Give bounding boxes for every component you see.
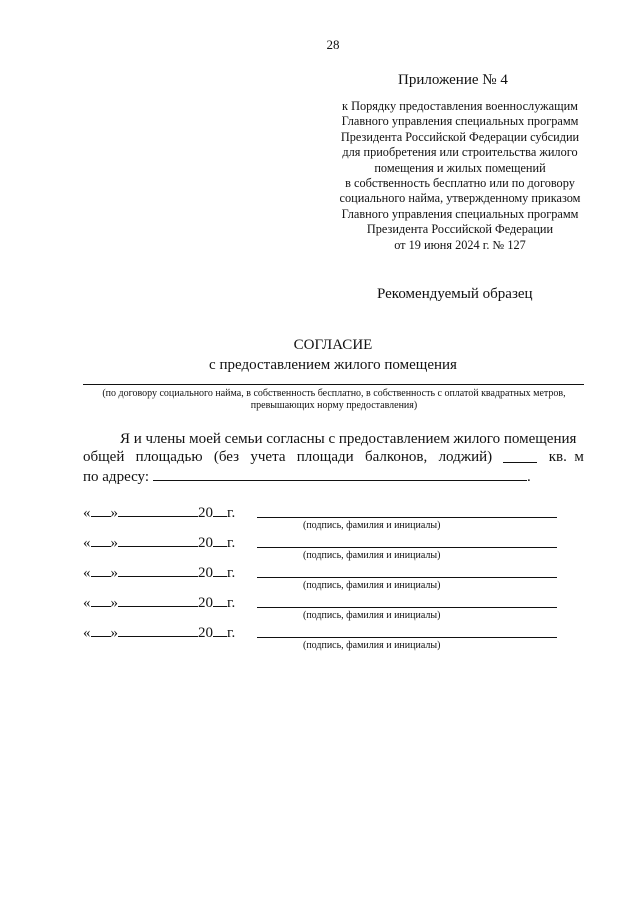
day-blank-field[interactable] [91,623,111,637]
signature-blank-line[interactable] [257,637,557,638]
consent-word: (без [213,449,240,465]
month-blank-field[interactable] [118,503,198,517]
year-suffix: г. [227,505,236,521]
signature-blank-line[interactable] [257,607,557,608]
signature-hint: (подпись, фамилия и инициалы) [303,580,441,591]
date-field [83,533,235,552]
year-prefix: 20 [198,535,213,551]
appendix-reference [315,99,605,253]
signature-hint: (подпись, фамилия и инициалы) [303,550,441,561]
year-suffix: г. [227,535,236,551]
basis-hint-line: превышающих норму предоставления) [250,400,418,411]
open-quote: « [83,595,91,611]
month-blank-field[interactable] [118,533,198,547]
date-field [83,563,235,582]
date-field [83,623,235,642]
appendix-line: от 19 июня 2024 г. № 127 [394,237,526,252]
signature-blank-line[interactable] [257,547,557,548]
year-blank-field[interactable] [213,593,227,607]
date-field [83,503,235,522]
appendix-line: в собственность бесплатно или по договору [345,176,575,191]
document-title: СОГЛАСИЕ [293,337,373,353]
month-blank-field[interactable] [118,563,198,577]
month-blank-field[interactable] [118,623,198,637]
consent-word: площадью [135,449,203,465]
close-quote: » [110,625,118,641]
day-blank-field[interactable] [91,533,111,547]
address-end-mark: . [527,469,531,485]
month-blank-field[interactable] [118,593,198,607]
basis-hint-line: (по договору социального найма, в собственность бесплатно, в собственность с оплатой квадратных метров, [102,388,566,399]
year-blank-field[interactable] [213,563,227,577]
consent-word: учета [250,449,286,465]
area-unit: кв. м [548,449,584,465]
appendix-line: социального найма, утвержденному приказом [339,191,581,206]
address-blank-field[interactable] [153,467,527,481]
date-field [83,593,235,612]
area-blank-field[interactable] [503,449,537,463]
year-suffix: г. [227,565,236,581]
consent-text-line: Я и члены моей семьи согласны с предоставлением жилого помещения [120,431,577,447]
open-quote: « [83,565,91,581]
document-subtitle: с предоставлением жилого помещения [209,357,457,373]
close-quote: » [110,595,118,611]
basis-blank-line[interactable] [83,384,584,385]
signature-blank-line[interactable] [257,577,557,578]
open-quote: « [83,535,91,551]
year-prefix: 20 [198,595,213,611]
signature-hint: (подпись, фамилия и инициалы) [303,610,441,621]
year-prefix: 20 [198,625,213,641]
open-quote: « [83,505,91,521]
consent-word: площади [296,449,354,465]
year-prefix: 20 [198,565,213,581]
day-blank-field[interactable] [91,593,111,607]
appendix-line: для приобретения или строительства жилого [342,145,578,160]
address-label: по адресу: [83,469,150,485]
year-blank-field[interactable] [213,623,227,637]
appendix-line: помещения и жилых помещений [374,160,546,175]
address-line [83,467,531,486]
day-blank-field[interactable] [91,503,111,517]
consent-word: балконов, [364,449,428,465]
year-blank-field[interactable] [213,533,227,547]
consent-word: общей [83,449,125,465]
sample-label: Рекомендуемый образец [377,286,533,302]
signature-blank-line[interactable] [257,517,557,518]
close-quote: » [110,505,118,521]
appendix-line: Президента Российской Федерации [366,222,554,237]
consent-text-line-area [83,449,584,466]
appendix-line: Президента Российской Федерации субсидии [340,129,580,144]
appendix-line: Главного управления специальных программ [341,206,579,221]
close-quote: » [110,535,118,551]
open-quote: « [83,625,91,641]
page-number: 28 [326,37,340,52]
day-blank-field[interactable] [91,563,111,577]
year-prefix: 20 [198,505,213,521]
year-suffix: г. [227,625,236,641]
appendix-line: Главного управления специальных программ [341,114,579,129]
year-suffix: г. [227,595,236,611]
basis-hint [70,388,598,412]
consent-word: лоджий) [438,449,493,465]
appendix-title: Приложение № 4 [398,72,508,88]
appendix-line: к Порядку предоставления военнослужащим [342,99,578,113]
close-quote: » [110,565,118,581]
signature-hint: (подпись, фамилия и инициалы) [303,640,441,651]
signature-hint: (подпись, фамилия и инициалы) [303,520,441,531]
year-blank-field[interactable] [213,503,227,517]
